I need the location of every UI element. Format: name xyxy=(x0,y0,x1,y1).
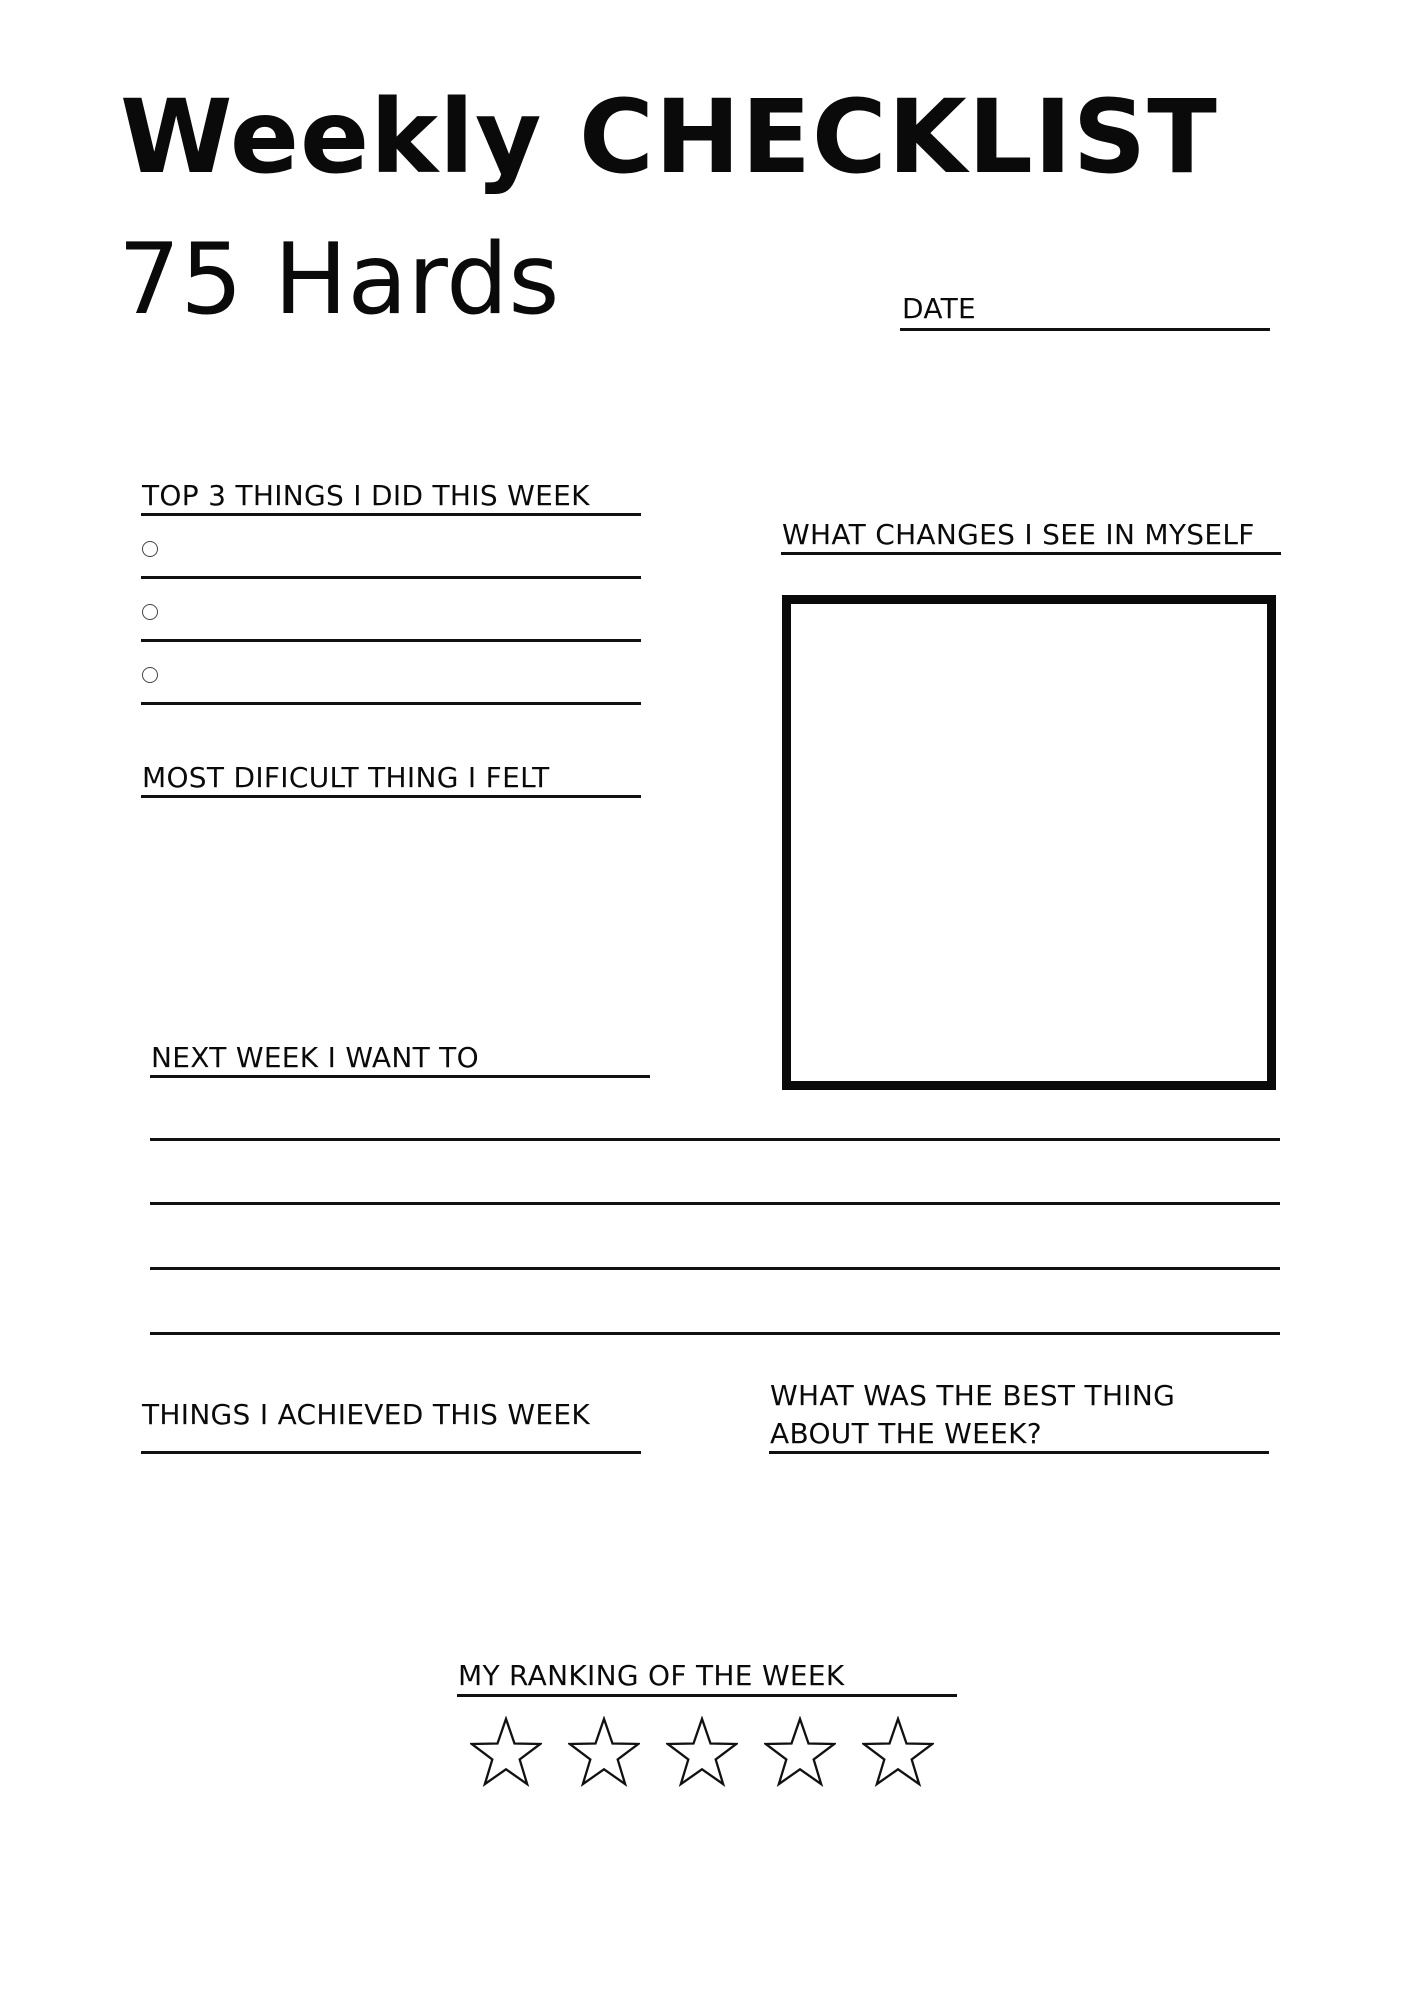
page-subtitle: 75 Hards xyxy=(118,223,560,337)
star-outline-icon[interactable] xyxy=(862,1716,934,1788)
circle-bullet-icon xyxy=(142,604,158,620)
next-week-underline xyxy=(150,1075,650,1078)
top-three-line-3[interactable] xyxy=(141,702,641,705)
best-thing-label-line1: WHAT WAS THE BEST THING xyxy=(770,1379,1176,1412)
circle-bullet-icon xyxy=(142,541,158,557)
top-three-label: TOP 3 THINGS I DID THIS WEEK xyxy=(142,479,590,512)
star-outline-icon[interactable] xyxy=(666,1716,738,1788)
top-three-underline xyxy=(141,513,641,516)
date-label: DATE xyxy=(902,292,977,325)
changes-label: WHAT CHANGES I SEE IN MYSELF xyxy=(782,518,1255,551)
ranking-stars xyxy=(470,1716,950,1796)
top-three-line-2[interactable] xyxy=(141,639,641,642)
next-week-line-2[interactable] xyxy=(150,1202,1280,1205)
top-three-line-1[interactable] xyxy=(141,576,641,579)
difficult-label: MOST DIFICULT THING I FELT xyxy=(142,761,550,794)
circle-bullet-icon xyxy=(142,667,158,683)
next-week-label: NEXT WEEK I WANT TO xyxy=(151,1041,479,1074)
changes-underline xyxy=(781,552,1281,555)
best-thing-underline xyxy=(769,1451,1269,1454)
achieved-label: THINGS I ACHIEVED THIS WEEK xyxy=(142,1398,591,1431)
next-week-line-3[interactable] xyxy=(150,1267,1280,1270)
next-week-line-4[interactable] xyxy=(150,1332,1280,1335)
star-outline-icon[interactable] xyxy=(764,1716,836,1788)
star-outline-icon[interactable] xyxy=(470,1716,542,1788)
ranking-label: MY RANKING OF THE WEEK xyxy=(458,1659,845,1692)
next-week-line-1[interactable] xyxy=(150,1138,1280,1141)
date-field-line[interactable] xyxy=(900,328,1270,331)
best-thing-label-line2: ABOUT THE WEEK? xyxy=(770,1417,1042,1450)
star-outline-icon[interactable] xyxy=(568,1716,640,1788)
achieved-underline xyxy=(141,1451,641,1454)
page-title: Weekly CHECKLIST xyxy=(120,78,1218,197)
ranking-underline xyxy=(457,1694,957,1697)
changes-box[interactable] xyxy=(782,595,1276,1090)
difficult-underline xyxy=(141,795,641,798)
